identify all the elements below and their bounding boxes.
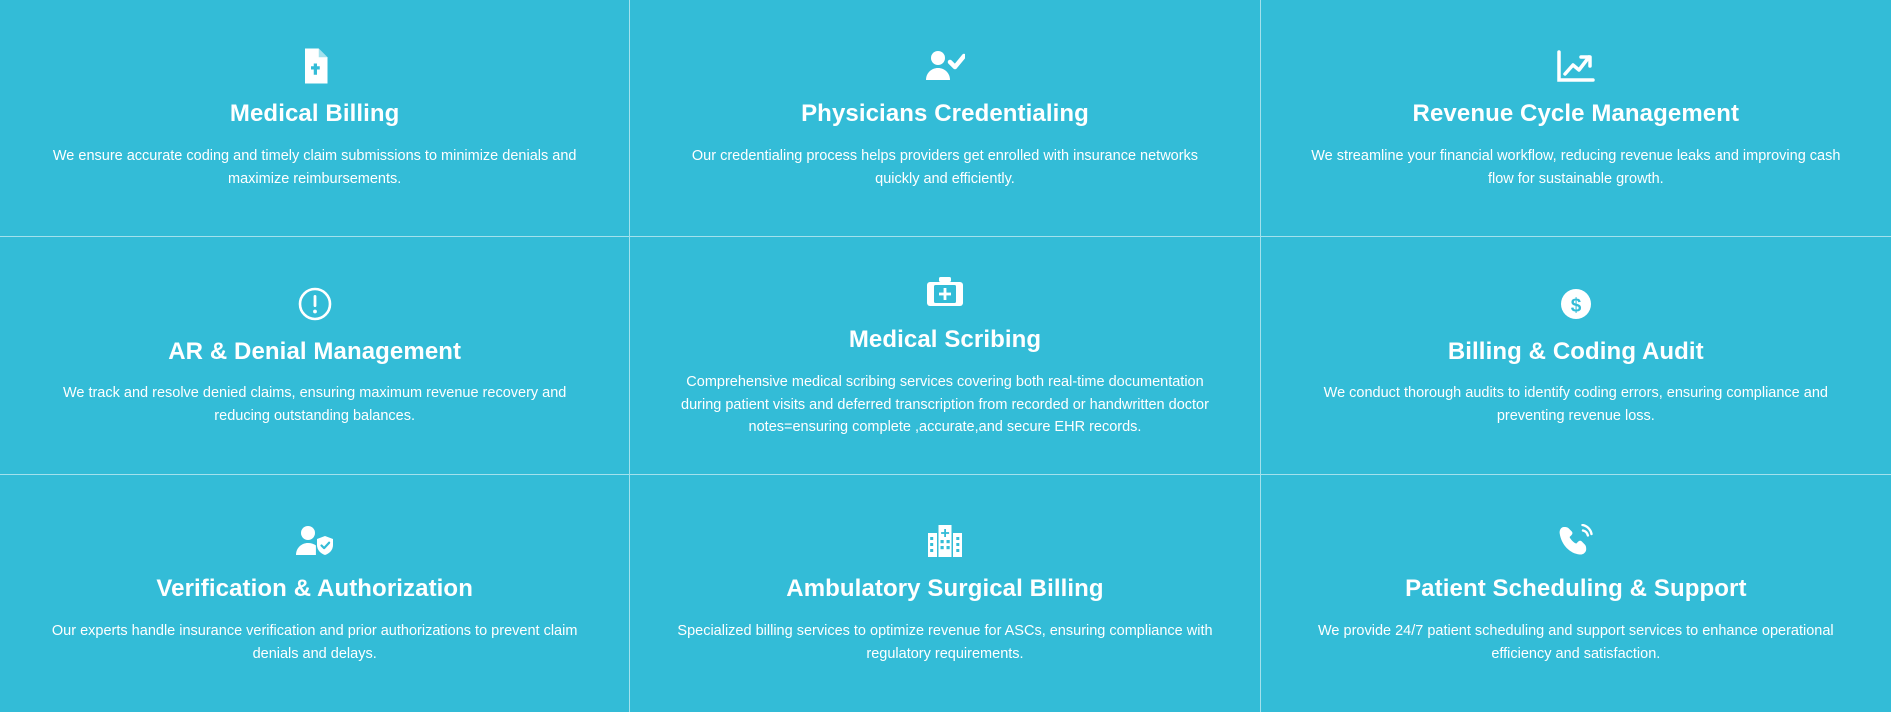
service-card-medical-billing[interactable]: [0, 0, 630, 237]
card-title: Billing & Coding Audit: [1447, 337, 1704, 365]
service-card-patient-scheduling-support[interactable]: [1261, 475, 1891, 712]
medical-kit-icon: [926, 272, 964, 312]
chart-line-up-icon: [1557, 46, 1595, 86]
user-shield-icon: [295, 521, 335, 561]
card-title: Medical Scribing: [848, 326, 1042, 354]
card-description: We track and resolve denied claims, ensuring maximum revenue recovery and reducing outstanding balances.: [62, 385, 567, 424]
card-title: Revenue Cycle Management: [1412, 100, 1740, 128]
service-card-ar-denial-management[interactable]: [0, 237, 630, 474]
dollar-circle-icon: [1559, 284, 1593, 324]
hospital-icon: [927, 521, 963, 561]
card-description: Comprehensive medical scribing services covering both real-time documentation during patient visits and deferred transcription from recorded or handwritten doctor notes=ensuring complete ,accurate,and secure EHR records.: [681, 374, 1209, 436]
exclamation-circle-icon: [298, 284, 332, 324]
card-description: We streamline your financial workflow, reducing revenue leaks and improving cash flow for sustainable growth.: [1311, 148, 1841, 187]
card-description: We provide 24/7 patient scheduling and support services to enhance operational efficiency and satisfaction.: [1318, 623, 1834, 662]
document-plus-icon: [300, 46, 330, 86]
card-title: Medical Billing: [229, 100, 400, 128]
service-card-verification-authorization[interactable]: [0, 475, 630, 712]
card-description: We ensure accurate coding and timely claim submissions to minimize denials and maximize reimbursements.: [52, 148, 577, 187]
service-card-medical-scribing[interactable]: [630, 237, 1260, 474]
service-card-billing-coding-audit[interactable]: [1261, 237, 1891, 474]
phone-ring-icon: [1557, 521, 1595, 561]
service-card-ambulatory-surgical-billing[interactable]: [630, 475, 1260, 712]
card-description: Our experts handle insurance verification and prior authorizations to prevent claim denials and delays.: [51, 623, 578, 662]
service-card-physicians-credentialing[interactable]: [630, 0, 1260, 237]
card-title: Patient Scheduling & Support: [1405, 575, 1747, 603]
card-title: Verification & Authorization: [156, 575, 473, 603]
card-title: Physicians Credentialing: [801, 100, 1089, 128]
service-card-revenue-cycle-management[interactable]: [1261, 0, 1891, 237]
card-title: Ambulatory Surgical Billing: [786, 575, 1104, 603]
card-description: Our credentialing process helps providers get enrolled with insurance networks quickly and efficiently.: [691, 148, 1199, 187]
card-description: We conduct thorough audits to identify coding errors, ensuring compliance and preventing revenue loss.: [1323, 385, 1828, 424]
card-description: Specialized billing services to optimize revenue for ASCs, ensuring compliance with regulatory requirements.: [677, 623, 1213, 662]
user-check-icon: [925, 46, 965, 86]
card-title: AR & Denial Management: [168, 337, 462, 365]
svg-text:$: $: [1570, 295, 1582, 317]
